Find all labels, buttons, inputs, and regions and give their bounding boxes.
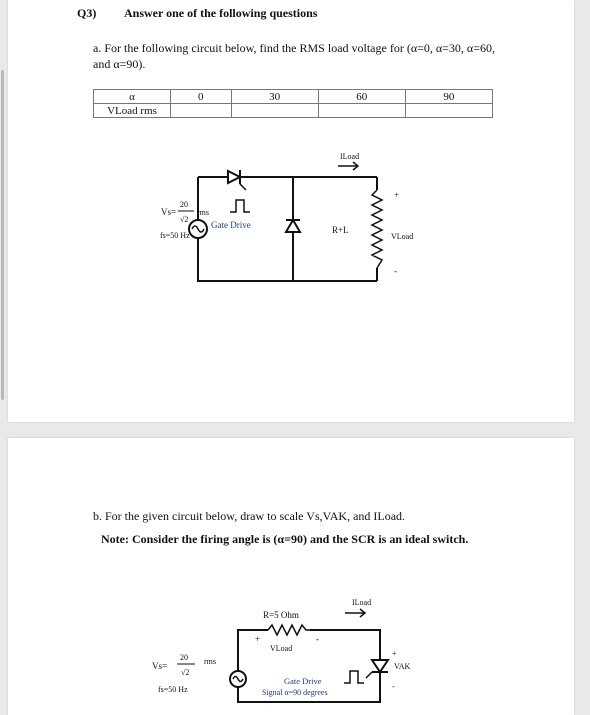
frequency-label: fs=50 Hz <box>160 231 190 240</box>
vs-denominator: √2 <box>181 668 190 677</box>
load-current-label: ILoad <box>340 152 360 161</box>
part-b-text: b. For the given circuit below, draw to scale Vs,VAK, and ILoad. <box>93 509 406 523</box>
plus-sign: + <box>255 634 261 644</box>
frequency-label: fs=50 Hz <box>158 685 188 694</box>
minus-sign: - <box>394 266 397 276</box>
table-cell: 60 <box>318 90 405 104</box>
load-label: R+L <box>332 225 349 235</box>
table-cell: α <box>94 90 171 104</box>
table-cell: VLoad rms <box>94 104 171 118</box>
minus-sign: - <box>316 634 319 644</box>
vs-label: Vs= <box>161 207 177 217</box>
question-title: Answer one of the following questions <box>124 6 318 20</box>
load-voltage-label: VLoad <box>391 232 414 241</box>
plus-sign: + <box>392 649 397 658</box>
table-cell: 30 <box>231 90 318 104</box>
part-a-text: a. For the following circuit below, find the RMS load voltage for (α=0, α=30, α=60, and α=90). <box>93 41 495 71</box>
gate-signal-label: Signal α=90 degrees <box>262 688 328 697</box>
vs-label: Vs= <box>152 661 168 671</box>
part-b-note: Note: Consider the firing angle is (α=90) and the SCR is an ideal switch. <box>101 532 469 546</box>
vs-unit: rms <box>197 208 209 217</box>
load-current-label: ILoad <box>352 598 372 607</box>
vs-numerator: 20 <box>180 653 188 662</box>
table-cell: 0 <box>171 90 232 104</box>
vs-denominator: √2 <box>180 215 189 224</box>
load-voltage-label: VLoad <box>270 644 293 653</box>
gate-drive-label: Gate Drive <box>211 220 251 230</box>
vs-numerator: 20 <box>180 200 188 209</box>
vs-unit: rms <box>204 657 216 666</box>
plus-sign: + <box>394 190 400 200</box>
minus-sign: - <box>392 682 395 691</box>
question-number: Q3) <box>77 6 97 20</box>
vak-label: VAK <box>394 662 411 671</box>
gate-drive-label: Gate Drive <box>284 676 322 686</box>
table-cell: 90 <box>405 90 492 104</box>
resistor-label: R=5 Ohm <box>263 610 299 620</box>
